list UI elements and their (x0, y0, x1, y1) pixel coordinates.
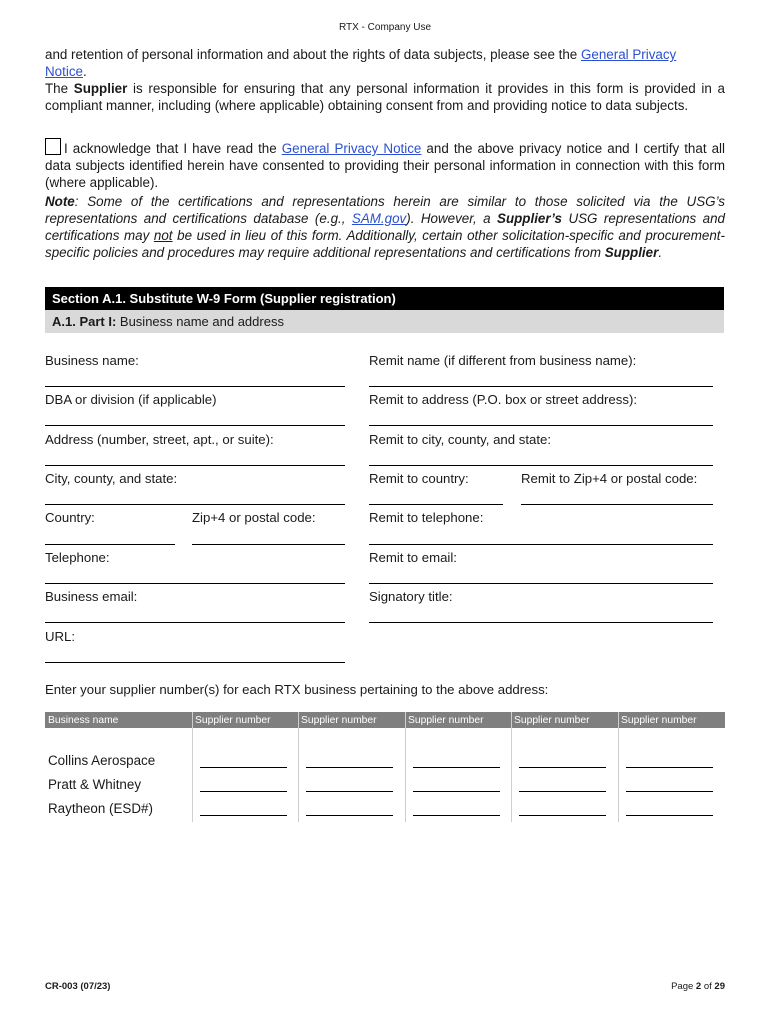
raytheon-supplier-number-3[interactable] (413, 815, 500, 816)
supplier-numbers-prompt: Enter your supplier number(s) for each RTX business pertaining to the above address: (45, 682, 549, 697)
form-id: CR-003 (07/23) (45, 981, 111, 992)
column-divider (405, 712, 406, 822)
column-divider (192, 712, 193, 822)
column-header: Supplier number (195, 715, 271, 726)
remit-zip-label: Remit to Zip+4 or postal code: (521, 471, 698, 486)
address-label: Address (number, street, apt., or suite): (45, 432, 274, 447)
collins-supplier-number-1[interactable] (200, 767, 287, 768)
remit-city-input[interactable] (369, 465, 713, 466)
row-label-collins: Collins Aerospace (48, 753, 156, 768)
url-input[interactable] (45, 662, 345, 663)
acknowledge-text: I acknowledge that I have read the General Privacy Notice and the above privacy notice and I certify that all data subjects identified herein have consented to providing their personal information in connection with this form (where applicable). (45, 141, 725, 190)
telephone-label: Telephone: (45, 550, 110, 565)
dba-input[interactable] (45, 425, 345, 426)
general-privacy-notice-link[interactable]: General Privacy (580, 47, 677, 62)
url-label: URL: (45, 629, 76, 644)
column-divider (618, 712, 619, 822)
pratt-supplier-number-5[interactable] (626, 791, 713, 792)
city-label: City, county, and state: (45, 471, 178, 486)
column-divider (298, 712, 299, 822)
telephone-input[interactable] (45, 583, 345, 584)
country-label: Country: (45, 510, 95, 525)
page-number: Page 2 of 29 (671, 981, 725, 992)
note-paragraph: Note: Some of the certifications and representations herein are similar to those solicited via the USG’s representations and certifications database (e.g., SAM.gov). However, a Supplier’s USG representations and certifications may not be used in lieu of this form. Additionally, certain other solicitation-specific and procurement-specific policies and procedures may require additional representations and certifications from Supplier. (45, 194, 726, 260)
signatory-title-label: Signatory title: (369, 589, 453, 604)
remit-phone-label: Remit to telephone: (369, 510, 484, 525)
zip-label: Zip+4 or postal code: (192, 510, 316, 525)
remit-city-label: Remit to city, county, and state: (369, 432, 552, 447)
column-header: Supplier number (621, 715, 697, 726)
general-privacy-notice-link-cont[interactable]: Notice (45, 64, 83, 79)
column-header: Supplier number (514, 715, 590, 726)
column-divider (511, 712, 512, 822)
column-header: Supplier number (408, 715, 484, 726)
collins-supplier-number-3[interactable] (413, 767, 500, 768)
intro-paragraph: and retention of personal information and about the rights of data subjects, please see the General Privacy Notice. The Supplier is responsible for ensuring that any personal information it provides in this form is provided in a compliant manner, including (where applicable) obtaining consent from and providing notice to data subjects. (45, 47, 725, 113)
page-header: RTX - Company Use (338, 22, 432, 33)
remit-name-label: Remit name (if different from business name): (369, 353, 637, 368)
remit-address-label: Remit to address (P.O. box or street address): (369, 392, 638, 407)
supplier-responsibility-text: The Supplier is responsible for ensuring that any personal information it provides in this form is provided in a compliant manner, including (where applicable) obtaining consent from and providing notice to data subjects. (45, 81, 725, 113)
section-title: Section A.1. Substitute W-9 Form (Supplier registration) (45, 287, 724, 310)
address-input[interactable] (45, 465, 345, 466)
sam-gov-link[interactable]: SAM.gov (351, 211, 407, 226)
remit-email-label: Remit to email: (369, 550, 457, 565)
city-input[interactable] (45, 504, 345, 505)
part-title: A.1. Part I: Business name and address (45, 310, 724, 333)
business-name-label: Business name: (45, 353, 139, 368)
pratt-supplier-number-2[interactable] (306, 791, 393, 792)
remit-name-input[interactable] (369, 386, 713, 387)
collins-supplier-number-5[interactable] (626, 767, 713, 768)
zip-input[interactable] (192, 544, 345, 545)
pratt-supplier-number-3[interactable] (413, 791, 500, 792)
collins-supplier-number-4[interactable] (519, 767, 606, 768)
column-header: Supplier number (301, 715, 377, 726)
row-label-raytheon: Raytheon (ESD#) (48, 801, 153, 816)
remit-phone-input[interactable] (369, 544, 713, 545)
remit-address-input[interactable] (369, 425, 713, 426)
general-privacy-notice-link-ack[interactable]: General Privacy Notice (281, 141, 422, 156)
signatory-title-input[interactable] (369, 622, 713, 623)
remit-country-input[interactable] (369, 504, 503, 505)
remit-email-input[interactable] (369, 583, 713, 584)
column-header: Business name (48, 715, 119, 726)
raytheon-supplier-number-4[interactable] (519, 815, 606, 816)
business-email-input[interactable] (45, 622, 345, 623)
business-email-label: Business email: (45, 589, 138, 604)
country-input[interactable] (45, 544, 175, 545)
dba-label: DBA or division (if applicable) (45, 392, 217, 407)
raytheon-supplier-number-1[interactable] (200, 815, 287, 816)
remit-country-label: Remit to country: (369, 471, 469, 486)
raytheon-supplier-number-2[interactable] (306, 815, 393, 816)
pratt-supplier-number-1[interactable] (200, 791, 287, 792)
remit-zip-input[interactable] (521, 504, 713, 505)
intro-text: and retention of personal information and about the rights of data subjects, please see the (45, 47, 581, 62)
collins-supplier-number-2[interactable] (306, 767, 393, 768)
raytheon-supplier-number-5[interactable] (626, 815, 713, 816)
business-name-input[interactable] (45, 386, 345, 387)
pratt-supplier-number-4[interactable] (519, 791, 606, 792)
row-label-pratt: Pratt & Whitney (48, 777, 142, 792)
note-label: Note (45, 194, 75, 209)
